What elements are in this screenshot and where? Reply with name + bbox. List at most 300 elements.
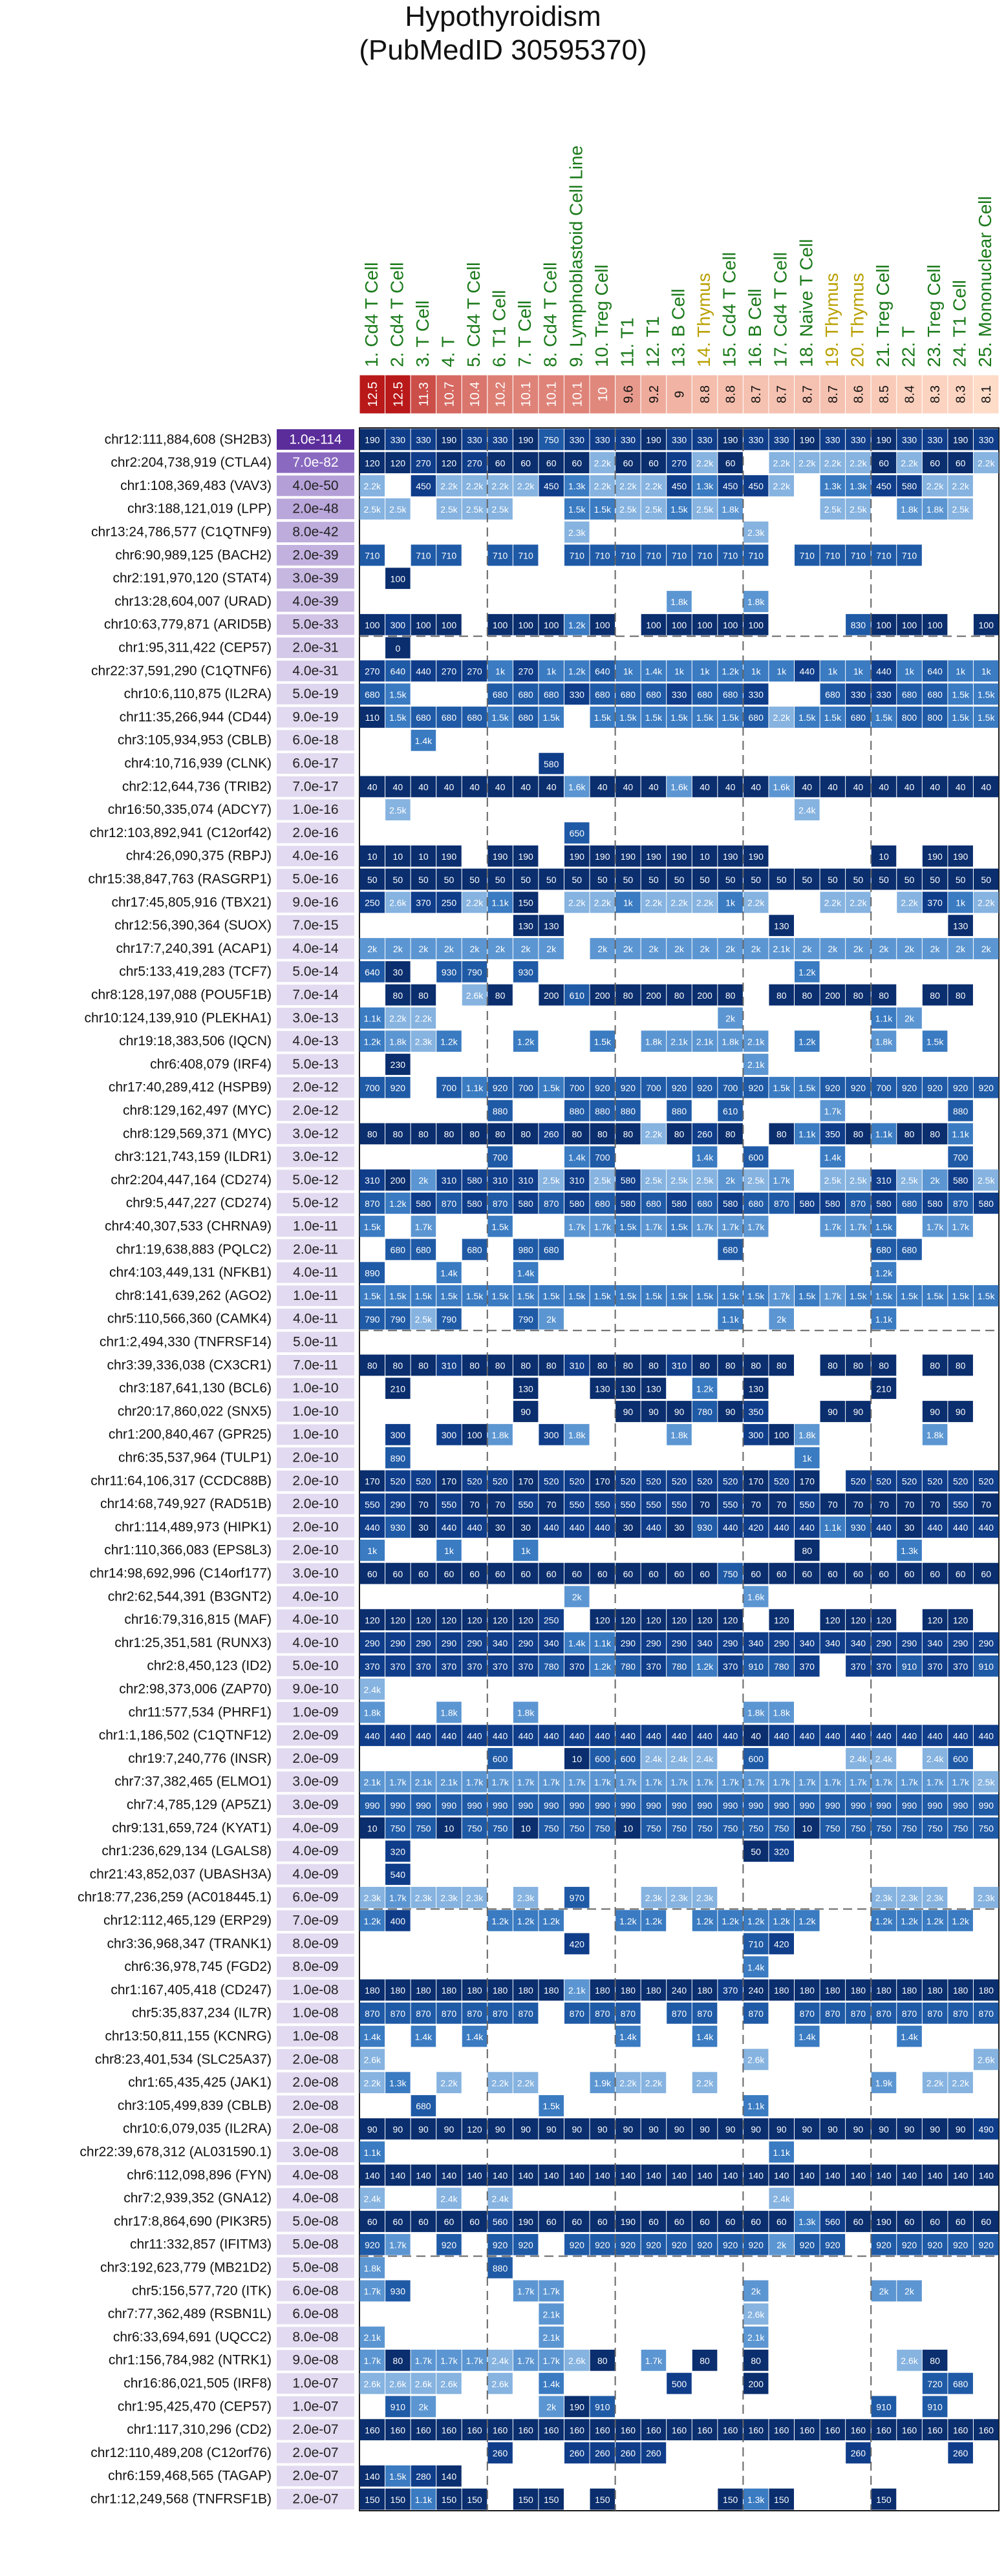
cell-label: 2k — [828, 944, 838, 955]
column-label: 12. T1 — [642, 316, 663, 367]
cell-label: 1.7k — [824, 1291, 842, 1302]
cell-label: 1.7k — [773, 1175, 790, 1186]
cell-label: 90 — [853, 2124, 864, 2135]
snp-label: chr1:200,840,467 (GPR25) — [108, 1427, 272, 1442]
cell-label: 50 — [930, 874, 940, 885]
cell-label: 920 — [697, 1083, 712, 1094]
pvalue-label: 7.0e-11 — [293, 1357, 338, 1373]
cell-label: 370 — [365, 1661, 380, 1672]
cell-label: 80 — [725, 1360, 736, 1371]
cell-label: 260 — [569, 2448, 584, 2459]
cell-label: 1.5k — [568, 504, 586, 515]
cell-label: 420 — [748, 1522, 764, 1533]
cell-label: 30 — [520, 1522, 531, 1533]
snp-label: chr2:62,544,391 (B3GNT2) — [107, 1589, 272, 1604]
cell-label: 2.2k — [440, 481, 458, 492]
cell-label: 50 — [751, 1846, 761, 1857]
cell-label: 440 — [467, 1522, 482, 1533]
cell-label: 710 — [671, 550, 687, 561]
cell-label: 260 — [595, 2448, 610, 2459]
cell-label: 60 — [930, 458, 940, 469]
cell-label: 750 — [671, 1823, 687, 1834]
pvalue-label: 2.0e-10 — [292, 1542, 339, 1558]
cell-label: 1.8k — [670, 597, 688, 608]
cell-label: 2.2k — [952, 481, 969, 492]
cell-label: 140 — [927, 2170, 943, 2181]
pvalue-label: 4.0e-14 — [292, 941, 339, 956]
cell-label: 60 — [648, 2217, 659, 2228]
cell-label: 920 — [722, 2240, 738, 2251]
cell-label: 0 — [395, 643, 401, 654]
cell-label: 1.2k — [952, 1915, 969, 1926]
score-label: 8.7 — [749, 385, 764, 403]
cell-label: 10 — [572, 1754, 583, 1765]
cell-label: 880 — [620, 1105, 636, 1116]
cell-label: 2k — [648, 944, 659, 955]
snp-label: chr11:332,857 (IFITM3) — [129, 2237, 272, 2252]
cell-label: 340 — [492, 1638, 508, 1649]
cell-label: 120 — [952, 1615, 969, 1626]
cell-label: 580 — [978, 1198, 994, 1209]
snp-label: chr11:64,106,317 (CCDC88B) — [91, 1473, 272, 1489]
cell-label: 580 — [467, 1175, 482, 1186]
column-label: 17. Cd4 T Cell — [770, 252, 791, 367]
cell-label: 1k — [776, 666, 787, 677]
cell-label: 870 — [492, 2008, 508, 2019]
cell-label: 100 — [646, 620, 661, 631]
cell-label: 180 — [595, 1985, 610, 1996]
cell-label: 2.6k — [414, 2378, 433, 2389]
cell-label: 100 — [390, 573, 406, 584]
cell-label: 1.1k — [722, 1314, 739, 1325]
snp-label: chr9:5,447,227 (CD274) — [125, 1195, 272, 1211]
cell-label: 2k — [725, 1013, 736, 1024]
cell-label: 80 — [597, 1129, 608, 1140]
cell-label: 2.4k — [491, 2356, 509, 2367]
cell-label: 40 — [495, 782, 506, 793]
cell-label: 60 — [930, 2217, 940, 2228]
cell-label: 1.1k — [414, 2494, 433, 2505]
cell-label: 2.2k — [977, 897, 995, 908]
cell-label: 370 — [390, 1661, 406, 1672]
cell-label: 120 — [467, 2124, 482, 2135]
snp-label: chr17:40,289,412 (HSPB9) — [108, 1080, 272, 1095]
cell-label: 1.1k — [773, 2147, 790, 2158]
score-label: 10.1 — [519, 381, 534, 407]
cell-label: 710 — [825, 550, 840, 561]
cell-label: 120 — [365, 1615, 380, 1626]
score-label: 10.1 — [544, 381, 559, 407]
pvalue-label: 5.0e-08 — [292, 2260, 339, 2275]
cell-label: 50 — [444, 874, 455, 885]
cell-label: 60 — [495, 458, 506, 469]
cell-label: 150 — [544, 2494, 559, 2505]
cell-label: 60 — [981, 1568, 992, 1579]
cell-label: 140 — [722, 2170, 738, 2181]
cell-label: 520 — [978, 1476, 994, 1487]
cell-label: 2.6k — [363, 2378, 381, 2389]
snp-label: chr7:4,785,129 (AP5Z1) — [126, 1797, 272, 1813]
cell-label: 90 — [828, 2124, 838, 2135]
cell-label: 2.6k — [363, 2054, 381, 2065]
cell-label: 100 — [901, 620, 917, 631]
cell-label: 120 — [876, 1615, 892, 1626]
cell-label: 90 — [853, 1407, 864, 1418]
cell-label: 40 — [904, 782, 915, 793]
snp-label: chr6:36,978,745 (FGD2) — [124, 1959, 272, 1975]
cell-label: 1.8k — [363, 1707, 381, 1718]
cell-label: 290 — [876, 1638, 892, 1649]
cell-label: 800 — [901, 712, 917, 723]
cell-label: 2.1k — [414, 1777, 433, 1788]
cell-label: 1.7k — [875, 1777, 893, 1788]
cell-label: 200 — [390, 1175, 406, 1186]
pvalue-label: 3.0e-09 — [292, 1774, 339, 1789]
cell-label: 190 — [518, 434, 533, 445]
snp-label: chr11:577,534 (PHRF1) — [128, 1705, 272, 1720]
cell-label: 210 — [876, 1383, 892, 1394]
cell-label: 50 — [776, 874, 787, 885]
cell-label: 440 — [441, 1730, 457, 1741]
cell-label: 310 — [441, 1360, 457, 1371]
cell-label: 2.5k — [670, 1175, 688, 1186]
cell-label: 2.2k — [926, 481, 944, 492]
cell-label: 190 — [569, 851, 584, 862]
cell-label: 340 — [748, 1638, 764, 1649]
cell-label: 990 — [978, 1800, 994, 1811]
snp-label: chr16:79,316,815 (MAF) — [124, 1612, 272, 1628]
cell-label: 550 — [569, 1499, 584, 1510]
cell-label: 1.5k — [594, 1036, 612, 1047]
cell-label: 330 — [569, 434, 584, 445]
cell-label: 130 — [748, 1383, 764, 1394]
cell-label: 140 — [416, 2170, 431, 2181]
cell-label: 2k — [444, 944, 454, 955]
cell-label: 270 — [467, 458, 482, 469]
cell-label: 1.5k — [952, 1291, 969, 1302]
cell-label: 40 — [981, 782, 992, 793]
cell-label: 50 — [853, 874, 864, 885]
cell-label: 90 — [392, 2124, 403, 2135]
cell-label: 180 — [492, 1985, 508, 1996]
cell-label: 80 — [674, 1129, 685, 1140]
cell-label: 90 — [879, 2124, 889, 2135]
cell-label: 310 — [441, 1175, 457, 1186]
pvalue-label: 1.0e-16 — [292, 802, 339, 818]
cell-label: 2k — [546, 944, 557, 955]
cell-label: 440 — [646, 1730, 661, 1741]
cell-label: 60 — [648, 1568, 659, 1579]
cell-label: 1.5k — [363, 1221, 381, 1232]
cell-label: 520 — [416, 1476, 431, 1487]
cell-label: 180 — [697, 1985, 712, 1996]
cell-label: 580 — [876, 1198, 892, 1209]
cell-label: 580 — [544, 758, 559, 769]
cell-label: 1.2k — [363, 1036, 381, 1047]
snp-label: chr1:12,249,568 (TNFRSF1B) — [90, 2491, 272, 2507]
cell-label: 710 — [748, 550, 764, 561]
pvalue-label: 7.0e-82 — [292, 455, 339, 471]
cell-label: 80 — [751, 1360, 761, 1371]
cell-label: 180 — [978, 1985, 994, 1996]
cell-label: 2.5k — [466, 504, 484, 515]
cell-label: 440 — [365, 1522, 380, 1533]
cell-label: 2.4k — [645, 1754, 663, 1765]
cell-label: 1.4k — [645, 666, 663, 677]
cell-label: 60 — [648, 458, 659, 469]
cell-label: 1.4k — [696, 1152, 714, 1163]
cell-label: 100 — [697, 620, 712, 631]
cell-label: 130 — [774, 921, 789, 931]
cell-label: 290 — [671, 1638, 687, 1649]
cell-label: 1.5k — [594, 504, 612, 515]
cell-label: 680 — [901, 1198, 917, 1209]
cell-label: 150 — [467, 2494, 482, 2505]
cell-label: 290 — [441, 1638, 457, 1649]
cell-label: 600 — [620, 1754, 636, 1765]
cell-label: 260 — [544, 1129, 559, 1140]
cell-label: 1.8k — [773, 1707, 790, 1718]
pvalue-label: 4.0e-09 — [292, 1820, 339, 1836]
cell-label: 40 — [444, 782, 455, 793]
cell-label: 50 — [981, 874, 992, 885]
snp-label: chr6:35,537,964 (TULP1) — [118, 1450, 272, 1465]
cell-label: 2.1k — [542, 2309, 560, 2320]
cell-label: 1k — [853, 666, 863, 677]
cell-label: 1.7k — [952, 1777, 969, 1788]
cell-label: 2.3k — [414, 1036, 433, 1047]
cell-label: 520 — [722, 1476, 738, 1487]
cell-label: 1.4k — [414, 2031, 433, 2042]
cell-label: 1.7k — [670, 1777, 688, 1788]
cell-label: 600 — [952, 1754, 969, 1765]
cell-label: 2.3k — [747, 527, 765, 538]
cell-label: 920 — [825, 2240, 840, 2251]
cell-label: 140 — [901, 2170, 917, 2181]
cell-label: 2.2k — [363, 481, 381, 492]
cell-label: 340 — [544, 1638, 559, 1649]
snp-label: chr1:108,369,483 (VAV3) — [120, 478, 272, 493]
cell-label: 680 — [416, 2101, 431, 2112]
cell-label: 560 — [825, 2217, 840, 2228]
cell-label: 2.3k — [901, 1893, 918, 1904]
cell-label: 1.3k — [568, 481, 586, 492]
cell-label: 1.1k — [363, 2147, 381, 2158]
cell-label: 520 — [544, 1476, 559, 1487]
cell-label: 80 — [930, 990, 940, 1001]
cell-label: 140 — [952, 2170, 969, 2181]
score-label: 12.5 — [391, 381, 406, 407]
cell-label: 440 — [952, 1522, 969, 1533]
cell-label: 1.2k — [440, 1036, 458, 1047]
cell-label: 680 — [544, 1244, 559, 1255]
cell-label: 870 — [774, 1198, 789, 1209]
cell-label: 1.7k — [568, 1221, 586, 1232]
cell-label: 580 — [722, 1198, 738, 1209]
pvalue-label: 6.0e-08 — [292, 2306, 339, 2322]
snp-label: chr12:103,892,941 (C12orf42) — [89, 825, 272, 840]
cell-label: 1k — [623, 897, 633, 908]
cell-label: 610 — [569, 990, 584, 1001]
cell-label: 890 — [390, 1453, 406, 1464]
cell-label: 1.7k — [594, 1221, 612, 1232]
cell-label: 330 — [825, 434, 840, 445]
snp-label: chr17:8,864,690 (PIK3R5) — [114, 2213, 272, 2229]
cell-label: 990 — [774, 1800, 789, 1811]
cell-label: 130 — [518, 921, 533, 931]
snp-label: chr3:39,336,038 (CX3CR1) — [107, 1357, 272, 1373]
cell-label: 90 — [572, 2124, 583, 2135]
cell-label: 2.2k — [389, 1013, 407, 1024]
cell-label: 80 — [725, 1129, 736, 1140]
snp-label: chr1:95,425,470 (CEP57) — [117, 2399, 272, 2414]
cell-label: 140 — [748, 2170, 764, 2181]
pvalue-label: 8.0e-42 — [292, 524, 339, 540]
cell-label: 50 — [904, 874, 915, 885]
snp-label: chr10:6,079,035 (IL2RA) — [123, 2121, 272, 2136]
cell-label: 190 — [748, 851, 764, 862]
column-label: 6. T1 Cell — [489, 290, 509, 367]
cell-label: 1.4k — [619, 2031, 637, 2042]
cell-label: 1.1k — [824, 1522, 842, 1533]
cell-label: 10 — [802, 1823, 813, 1834]
cell-label: 2.2k — [696, 458, 714, 469]
cell-label: 1.8k — [747, 1707, 765, 1718]
cell-label: 2.3k — [696, 1893, 714, 1904]
cell-label: 790 — [390, 1314, 406, 1325]
cell-label: 1.7k — [440, 2356, 458, 2367]
cell-label: 750 — [978, 1823, 994, 1834]
cell-label: 1.7k — [747, 1221, 765, 1232]
cell-label: 80 — [802, 1546, 813, 1557]
cell-label: 140 — [978, 2170, 994, 2181]
cell-label: 1.8k — [926, 504, 944, 515]
cell-label: 680 — [722, 1244, 738, 1255]
cell-label: 2.2k — [747, 897, 765, 908]
cell-label: 60 — [930, 1568, 940, 1579]
cell-label: 990 — [671, 1800, 687, 1811]
pvalue-label: 5.0e-11 — [293, 1334, 338, 1350]
cell-label: 60 — [725, 2217, 736, 2228]
cell-label: 60 — [674, 1568, 685, 1579]
cell-label: 1.2k — [645, 1915, 663, 1926]
cell-label: 370 — [646, 1661, 661, 1672]
cell-label: 920 — [901, 1083, 917, 1094]
cell-label: 100 — [774, 1430, 789, 1441]
cell-label: 680 — [850, 712, 866, 723]
cell-label: 930 — [441, 967, 457, 978]
pvalue-label: 3.0e-10 — [292, 1566, 339, 1581]
cell-label: 1.7k — [645, 1221, 663, 1232]
cell-label: 750 — [595, 1823, 610, 1834]
pvalue-label: 7.0e-09 — [292, 1913, 339, 1928]
cell-label: 140 — [569, 2170, 584, 2181]
cell-label: 140 — [518, 2170, 533, 2181]
pvalue-label: 4.0e-10 — [292, 1635, 339, 1650]
cell-label: 160 — [978, 2425, 994, 2436]
cell-label: 2.3k — [363, 1893, 381, 1904]
cell-label: 70 — [828, 1499, 838, 1510]
cell-label: 980 — [518, 1244, 533, 1255]
snp-label: chr2:98,373,006 (ZAP70) — [119, 1681, 272, 1697]
cell-label: 1.2k — [696, 1915, 714, 1926]
cell-label: 60 — [495, 1568, 506, 1579]
cell-label: 710 — [518, 550, 533, 561]
cell-label: 160 — [569, 2425, 584, 2436]
cell-label: 80 — [367, 1129, 378, 1140]
pvalue-label: 4.0e-13 — [292, 1034, 339, 1049]
cell-label: 710 — [620, 550, 636, 561]
pvalue-label: 3.0e-08 — [292, 2144, 339, 2160]
cell-label: 580 — [620, 1198, 636, 1209]
cell-label: 880 — [952, 1105, 969, 1116]
cell-label: 160 — [722, 2425, 738, 2436]
cell-label: 2.2k — [517, 481, 535, 492]
cell-label: 1.7k — [850, 1221, 867, 1232]
cell-label: 70 — [776, 1499, 787, 1510]
cell-label: 1.5k — [798, 1083, 816, 1094]
cell-label: 60 — [469, 2217, 480, 2228]
cell-label: 2.6k — [389, 897, 407, 908]
cell-label: 90 — [418, 2124, 429, 2135]
cell-label: 340 — [927, 1638, 943, 1649]
cell-label: 680 — [748, 712, 764, 723]
cell-label: 80 — [392, 990, 403, 1001]
cell-label: 60 — [520, 1568, 531, 1579]
cell-label: 80 — [495, 1360, 506, 1371]
cell-label: 1.4k — [414, 736, 433, 747]
cell-label: 1.9k — [875, 2078, 893, 2089]
cell-label: 80 — [700, 1360, 710, 1371]
snp-label: chr14:68,749,927 (RAD51B) — [100, 1496, 272, 1512]
cell-label: 1k — [623, 666, 633, 677]
cell-label: 700 — [492, 1152, 508, 1163]
column-label: 14. Thymus — [694, 273, 714, 367]
cell-label: 920 — [978, 1083, 994, 1094]
cell-label: 750 — [544, 1823, 559, 1834]
cell-label: 80 — [367, 1360, 378, 1371]
cell-label: 1.7k — [517, 2286, 535, 2297]
cell-label: 80 — [930, 1360, 940, 1371]
score-label: 8.7 — [800, 385, 815, 403]
cell-label: 520 — [620, 1476, 636, 1487]
cell-label: 440 — [569, 1730, 584, 1741]
cell-label: 1.1k — [466, 1083, 484, 1094]
snp-label: chr12:111,884,608 (SH2B3) — [104, 432, 272, 447]
cell-label: 80 — [648, 1360, 659, 1371]
pvalue-label: 9.0e-16 — [292, 895, 339, 910]
cell-label: 2.5k — [645, 504, 663, 515]
cell-label: 1.5k — [977, 712, 995, 723]
cell-label: 610 — [722, 1105, 738, 1116]
cell-label: 2.5k — [824, 504, 842, 515]
cell-label: 1.5k — [542, 2101, 560, 2112]
cell-label: 750 — [569, 1823, 584, 1834]
cell-label: 70 — [495, 1499, 506, 1510]
cell-label: 1.2k — [517, 1915, 535, 1926]
cell-label: 440 — [876, 1730, 892, 1741]
cell-label: 1k — [674, 666, 684, 677]
cell-label: 990 — [876, 1800, 892, 1811]
cell-label: 100 — [978, 620, 994, 631]
cell-label: 2.4k — [926, 1754, 944, 1765]
snp-label: chr12:112,465,129 (ERP29) — [103, 1913, 272, 1928]
cell-label: 2.1k — [568, 1985, 586, 1996]
cell-label: 160 — [441, 2425, 457, 2436]
pvalue-label: 5.0e-16 — [292, 871, 339, 887]
cell-label: 710 — [569, 550, 584, 561]
cell-label: 160 — [671, 2425, 687, 2436]
